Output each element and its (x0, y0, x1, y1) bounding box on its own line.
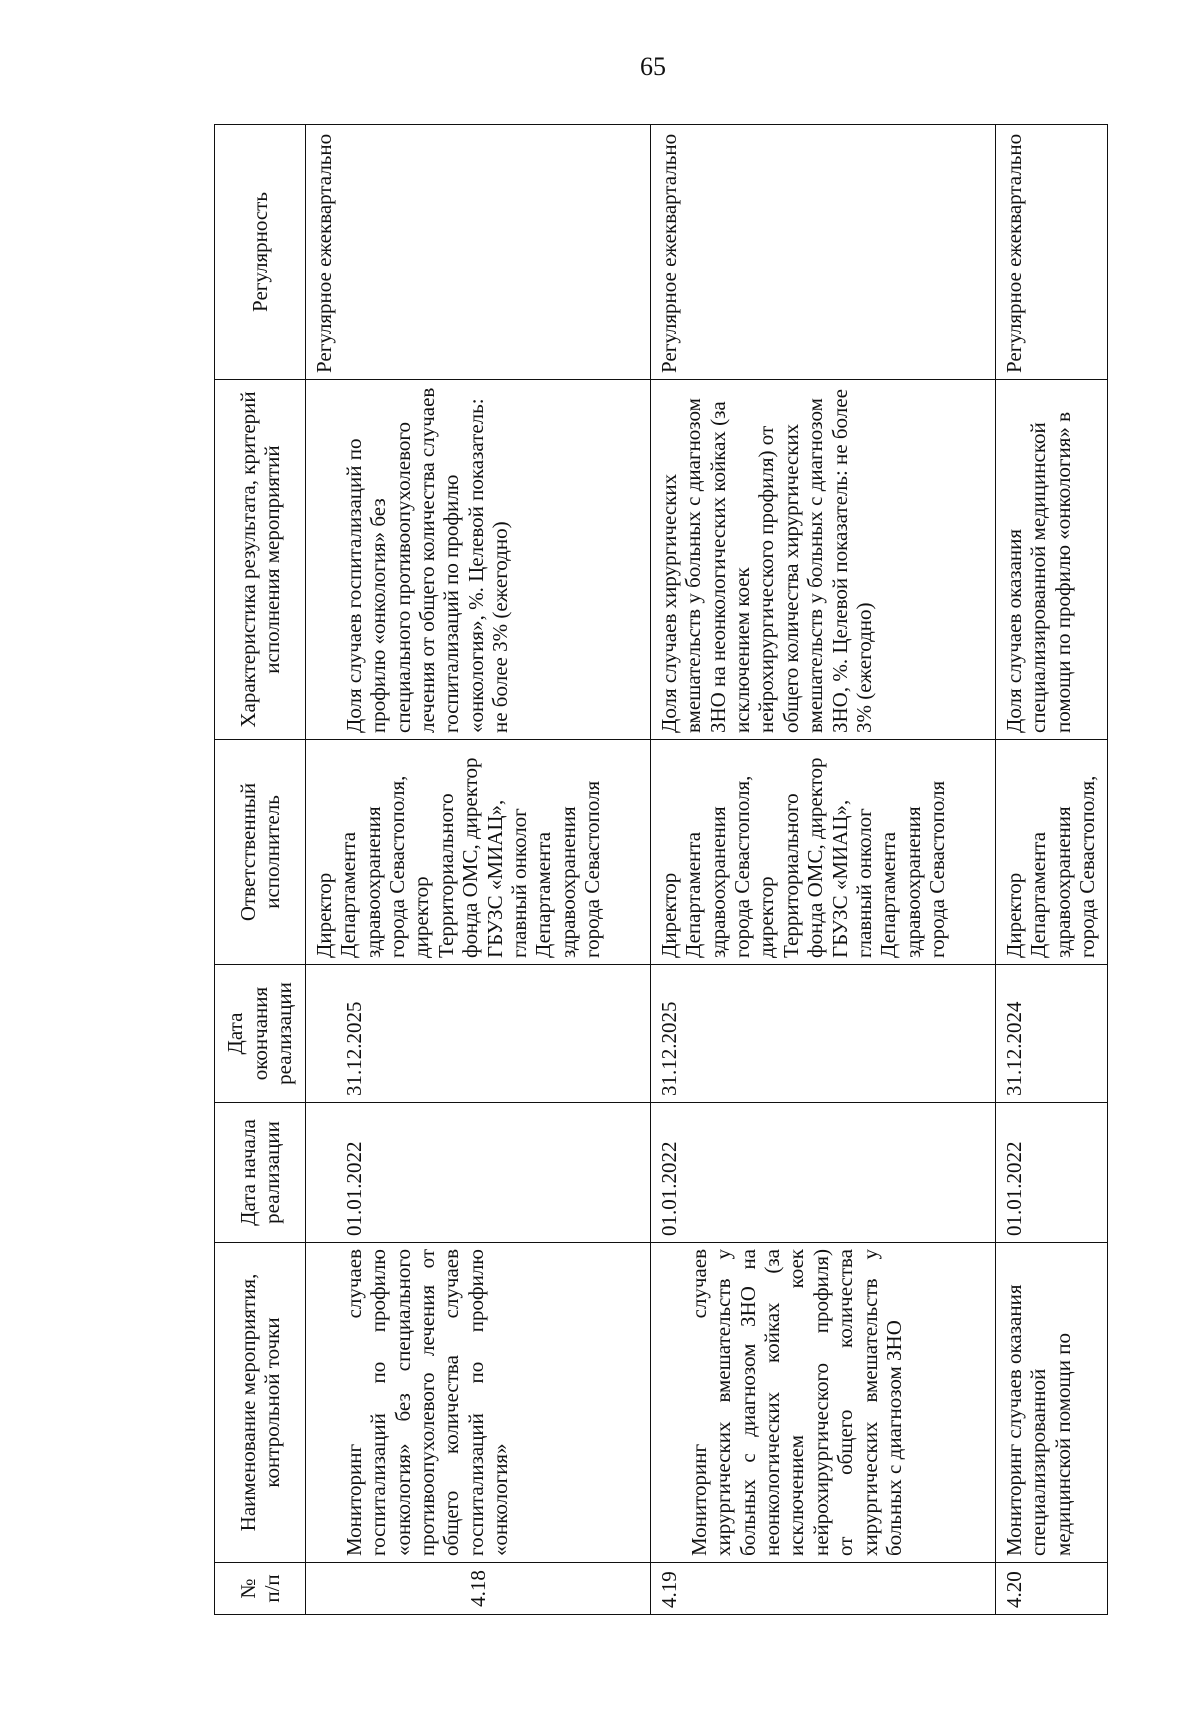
page-number: 65 (640, 52, 666, 81)
end-date: 31.12.2025 (651, 965, 996, 1103)
row-number: 4.20 (996, 1563, 1108, 1615)
table-row (996, 125, 1108, 1615)
rotated-table-container (214, 125, 1100, 1615)
end-date: 31.12.2025 (306, 965, 651, 1103)
header-number: № п/п (215, 1563, 306, 1615)
header-start-date: Дата начала реализации (215, 1103, 306, 1243)
start-date: 01.01.2022 (996, 1103, 1108, 1243)
header-activity-name: Наименование мероприятия, контрольной точки (215, 1243, 306, 1563)
result-criteria: Доля случаев оказания специализированной медицинской помощи по профилю «онкология» в (996, 380, 1108, 740)
regularity: Регулярное ежеквартально (996, 125, 1108, 380)
start-date: 01.01.2022 (651, 1103, 996, 1243)
activity-name: Мониторинг случаев госпитализаций по профилю «онкология» без специального противоопухолевого лечения от общего количества случаев госпитализаций по профилю «онкология» (306, 1243, 651, 1563)
row-number: 4.18 (306, 1563, 651, 1615)
header-end-date: Дата окончания реализации (215, 965, 306, 1103)
end-date: 31.12.2024 (996, 965, 1108, 1103)
start-date: 01.01.2022 (306, 1103, 651, 1243)
table-row (651, 125, 996, 1615)
table-row (306, 125, 651, 1615)
executor: Директор Департамента здравоохранения города Севастополя, директор Территориального фонда ОМС, директор ГБУЗС «МИАЦ», главный онколог Департамента здравоохранения города Севастополя (651, 740, 996, 965)
result-criteria: Доля случаев хирургических вмешательств у больных с диагнозом ЗНО на неонкологических койках (за исключением коек нейрохирургического профиля) от общего количества хирургических вмешательств у больных с диагнозом ЗНО, %. Целевой показатель: не более 3% (ежегодно) (651, 380, 996, 740)
activities-table (214, 124, 1108, 1615)
executor: Директор Департамента здравоохранения города Севастополя, (996, 740, 1108, 965)
regularity: Регулярное ежеквартально (306, 125, 651, 380)
table-header-row (215, 125, 306, 1615)
regularity: Регулярное ежеквартально (651, 125, 996, 380)
activity-name: Мониторинг случаев хирургических вмешательств у больных с диагнозом ЗНО на неонкологических койках (за исключением коек нейрохирургического профиля) от общего количества хирургических вмешательств у больных с диагнозом ЗНО (651, 1243, 996, 1563)
header-executor: Ответственный исполнитель (215, 740, 306, 965)
header-result: Характеристика результата, критерий исполнения мероприятий (215, 380, 306, 740)
result-criteria: Доля случаев госпитализаций по профилю «онкология» без специального противоопухолевого лечения от общего количества случаев госпитализаций по профилю «онкология», %. Целевой показатель: не более 3% (ежегодно) (306, 380, 651, 740)
header-regularity: Регулярность (215, 125, 306, 380)
row-number: 4.19 (651, 1563, 996, 1615)
activity-name: Мониторинг случаев оказания специализированной медицинской помощи по (996, 1243, 1108, 1563)
executor: Директор Департамента здравоохранения города Севастополя, директор Территориального фонда ОМС, директор ГБУЗС «МИАЦ», главный онколог Департамента здравоохранения города Севастополя (306, 740, 651, 965)
